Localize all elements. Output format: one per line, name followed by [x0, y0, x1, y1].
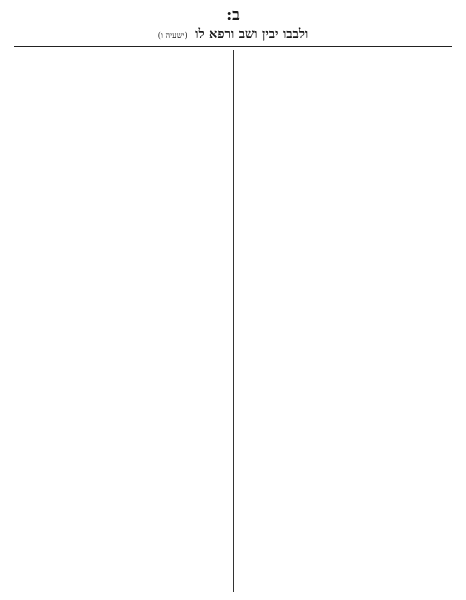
right-column-paragraph [244, 327, 453, 367]
header-rule [14, 46, 452, 47]
right-column-paragraph [244, 227, 453, 323]
page-header [14, 26, 452, 44]
text-columns [14, 50, 452, 592]
left-column-paragraph [14, 153, 223, 223]
column-divider [233, 50, 234, 592]
running-title [14, 26, 452, 45]
left-column-paragraph [14, 53, 223, 149]
left-column-paragraph [14, 227, 223, 323]
left-column [14, 50, 223, 592]
right-column-paragraph [244, 153, 453, 223]
page-letter: ב: [226, 5, 240, 24]
running-title-text: ולבבו יבין ושב ורפא לו [195, 27, 309, 42]
running-title-source: (ישעיה ו) [157, 31, 188, 40]
right-column-paragraph [244, 53, 453, 149]
left-column-paragraph [14, 327, 223, 397]
right-column [244, 50, 453, 592]
